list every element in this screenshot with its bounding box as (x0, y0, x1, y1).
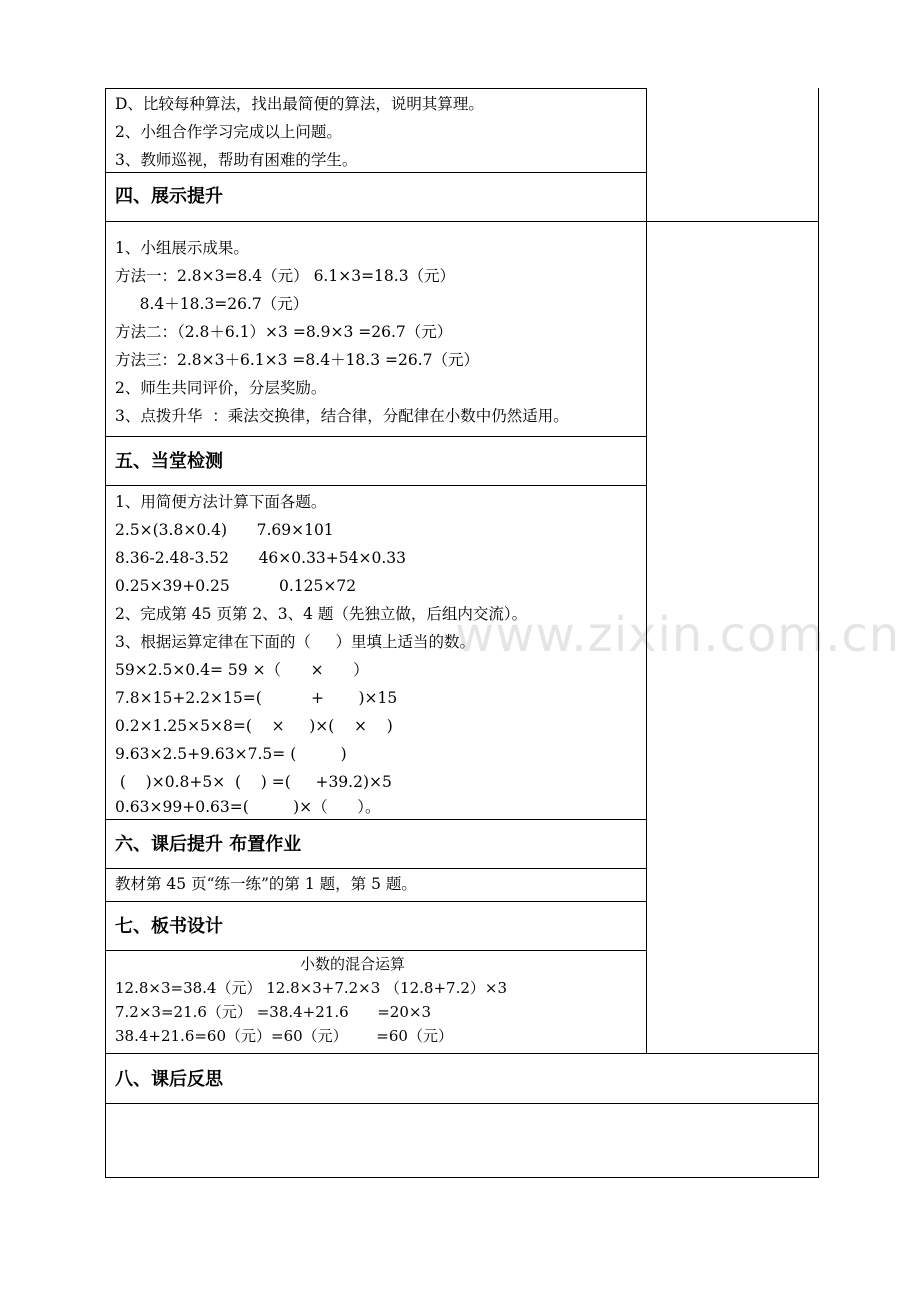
section4-line: 3、点拨升华 ：乘法交换律，结合律，分配律在小数中仍然适用。 (115, 407, 569, 425)
table-left-border (105, 88, 106, 1178)
section5-line: 8.36-2.48-3.52 46×0.33+54×0.33 (115, 549, 407, 567)
row-divider (105, 1103, 819, 1104)
table-bottom-border (105, 1177, 819, 1178)
section5-heading: 五、当堂检测 (115, 451, 223, 472)
section4-line: 1、小组展示成果。 (115, 239, 249, 257)
section7-heading: 七、板书设计 (115, 916, 223, 937)
section5-line: 2.5×(3.8×0.4) 7.69×101 (115, 521, 334, 539)
section3-line: 3、教师巡视，帮助有困难的学生。 (115, 151, 358, 169)
watermark: www.zixin.com.cn (455, 607, 901, 663)
section5-line: 0.2×1.25×5×8=( × )×( × ) (115, 717, 393, 735)
section4-heading: 四、展示提升 (115, 186, 223, 207)
board-design-title: 小数的混合运算 (300, 955, 406, 973)
row-divider (105, 868, 647, 869)
section5-line: 0.25×39+0.25 0.125×72 (115, 577, 357, 595)
section7-line: 7.2×3=21.6（元） =38.4+21.6 =20×3 (115, 1003, 432, 1021)
column-divider (646, 88, 647, 1054)
row-divider (105, 485, 647, 486)
section5-line: 1、用简便方法计算下面各题。 (115, 493, 327, 511)
section5-line: 3、根据运算定律在下面的（ ）里填上适当的数。 (115, 633, 475, 651)
row-divider (105, 436, 647, 437)
section4-line: 方法二：（2.8＋6.1）×3 =8.9×3 =26.7（元） (115, 323, 453, 341)
row-divider (105, 901, 647, 902)
section8-heading: 八、课后反思 (115, 1069, 223, 1090)
section4-line: 2、师生共同评价，分层奖励。 (115, 379, 327, 397)
section5-line: 2、完成第 45 页第 2、3、4 题（先独立做，后组内交流）。 (115, 605, 528, 623)
section5-line: 9.63×2.5+9.63×7.5= ( ) (115, 745, 347, 763)
row-divider (105, 88, 647, 89)
section3-line: 2、小组合作学习完成以上问题。 (115, 123, 342, 141)
section5-line: ( )×0.8+5× ( ) =( +39.2)×5 (115, 773, 392, 791)
section7-line: 12.8×3=38.4（元） 12.8×3+7.2×3 （12.8+7.2）×3 (115, 979, 507, 997)
section4-line: 方法三：2.8×3＋6.1×3 =8.4＋18.3 =26.7（元） (115, 351, 480, 369)
section4-line: 8.4＋18.3=26.7（元） (115, 295, 309, 313)
section5-line: 7.8×15+2.2×15=( + )×15 (115, 689, 398, 707)
section6-line: 教材第 45 页“练一练”的第 1 题，第 5 题。 (115, 875, 417, 893)
section5-line: 0.63×99+0.63=( )×（ ）。 (115, 798, 381, 816)
section3-line: D、比较每种算法，找出最简便的算法，说明其算理。 (115, 95, 484, 113)
row-divider (105, 1053, 819, 1054)
row-divider (105, 950, 647, 951)
section7-line: 38.4+21.6=60（元）=60（元） =60（元） (115, 1027, 453, 1045)
section4-line: 方法一：2.8×3=8.4（元） 6.1×3=18.3（元） (115, 267, 456, 285)
row-divider (105, 221, 819, 222)
section5-line: 59×2.5×0.4= 59 ×（ × ） (115, 661, 369, 679)
section6-heading: 六、课后提升 布置作业 (115, 834, 302, 855)
